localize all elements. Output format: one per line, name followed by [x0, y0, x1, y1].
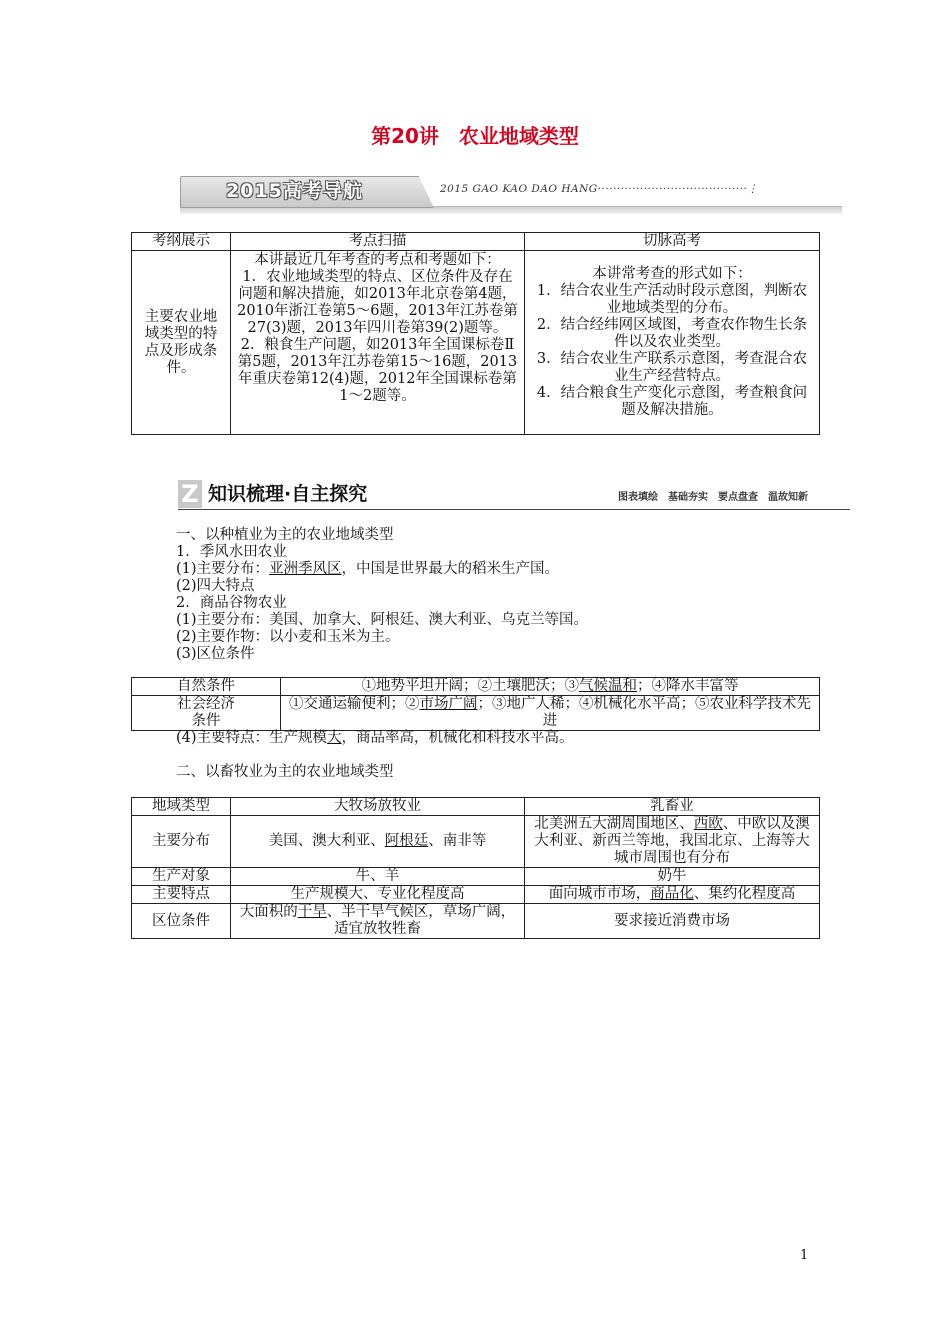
answer-blank: 大	[327, 730, 342, 746]
table-cell: 生产规模大、专业化程度高	[231, 886, 525, 904]
banner-label: 2015高考导航	[226, 180, 363, 202]
table-row	[132, 696, 820, 731]
page-number: 1	[800, 1248, 809, 1263]
text-line: (3)区位条件	[176, 646, 255, 662]
cell-line: 本讲常考查的形式如下：	[592, 266, 752, 282]
exam-guide-table	[131, 232, 820, 435]
answer-blank: 气候温和	[579, 678, 637, 694]
row-label: 区位条件	[132, 904, 231, 939]
section-title: 二、以畜牧业为主的农业地域类型	[176, 764, 394, 780]
table-header: 大牧场放牧业	[231, 798, 525, 816]
text: 面向城市市场，	[548, 886, 651, 902]
text: ①交通运输便利；②	[289, 696, 420, 712]
text-line: 1．季风水田农业	[176, 544, 287, 560]
knowledge-banner	[178, 478, 850, 512]
table-row	[132, 251, 820, 435]
table-header: 考纲展示	[132, 233, 231, 251]
text: ，商品率高，机械化和科技水平高。	[341, 730, 574, 746]
section-heading: 知识梳理·自主探究	[208, 483, 368, 505]
table-cell	[525, 886, 820, 904]
table-cell	[281, 678, 820, 696]
text: ，中国是世界最大的稻米生产国。	[341, 561, 560, 577]
text: ；③地广人稀；④机械化水平高；⑤农业科学技术先进	[477, 696, 811, 729]
banner-subtitle: 2015 GAO KAO DAO HANG·······································⋮	[440, 183, 759, 195]
table-cell: 要求接近消费市场	[525, 904, 820, 939]
table-row	[132, 233, 820, 251]
cell-line: 1．结合农业生产活动时段示意图，判断农业地域类型的分布。	[536, 283, 808, 316]
table-cell	[231, 816, 525, 868]
text: ；④降水丰富等	[637, 678, 739, 694]
answer-blank: 市场广阔	[419, 696, 478, 712]
table-cell: 奶牛	[525, 868, 820, 886]
cell-line: 1．农业地域类型的特点、区位条件及存在问题和解决措施，如2013年北京卷第4题，2010年浙江卷第5～6题，2013年江苏卷第27(3)题，2013年四川卷第39(2)题等。	[237, 269, 518, 336]
page-title: 第20讲 农业地域类型	[371, 124, 579, 148]
text: 、中欧以及澳大利亚、新西兰等地，我国北京、上海等大城市周围也有分布	[534, 816, 810, 866]
text-line: (2)主要作物：以小麦和玉米为主。	[176, 629, 400, 645]
text: (1)主要分布：	[176, 561, 270, 577]
answer-blank: 阿根廷	[384, 833, 429, 849]
answer-blank: 商品化	[650, 886, 694, 902]
exam-points-cell	[231, 251, 525, 435]
table-row	[132, 816, 820, 868]
livestock-table	[131, 797, 820, 939]
text-line: 2．商品谷物农业	[176, 595, 287, 611]
table-row	[132, 678, 820, 696]
section-title: 一、以种植业为主的农业地域类型	[176, 527, 394, 543]
table-row	[132, 886, 820, 904]
z-logo: Z	[178, 480, 202, 508]
answer-blank: 亚洲季风区	[269, 561, 342, 577]
exam-forms-cell	[525, 251, 820, 435]
text: 、集约化程度高	[693, 886, 796, 902]
text: 北美洲五大湖周围地区、	[534, 816, 694, 832]
row-label: 社会经济条件	[132, 696, 281, 731]
text: 、半干旱气候区，草场广阔，适宜放牧牲畜	[326, 904, 516, 937]
answer-blank: 干旱	[297, 904, 327, 920]
cell-line: 3．结合农业生产联系示意图，考查混合农业生产经营特点。	[536, 351, 808, 384]
location-conditions-table	[131, 677, 820, 731]
answer-blank: 西欧	[693, 816, 723, 832]
cell-line: 本讲最近几年考查的考点和考题如下：	[254, 252, 501, 268]
syllabus-cell: 主要农业地域类型的特点及形成条件。	[132, 251, 231, 435]
text: 美国、澳大利亚、	[268, 833, 385, 849]
table-cell	[231, 904, 525, 939]
table-row	[132, 904, 820, 939]
row-label: 主要特点	[132, 886, 231, 904]
text-line: (1)主要分布：美国、加拿大、阿根廷、澳大利亚、乌克兰等国。	[176, 612, 589, 628]
exam-guide-banner	[180, 172, 842, 218]
table-header: 考点扫描	[231, 233, 525, 251]
table-header: 乳畜业	[525, 798, 820, 816]
cell-line: 4．结合粮食生产变化示意图，考查粮食问题及解决措施。	[536, 385, 808, 418]
table-cell	[525, 816, 820, 868]
section-tags: 图表填绘 基础夯实 要点盘查 温故知新	[618, 492, 808, 503]
table-header: 地域类型	[132, 798, 231, 816]
text: (4)主要特点：生产规模	[176, 730, 328, 746]
table-row	[132, 868, 820, 886]
text-line: (2)四大特点	[176, 578, 255, 594]
table-row	[132, 798, 820, 816]
text-line	[176, 730, 574, 747]
banner-rule	[178, 509, 850, 510]
text: 大面积的	[239, 904, 298, 920]
row-label: 主要分布	[132, 816, 231, 868]
table-cell	[281, 696, 820, 731]
text: 、南非等	[428, 833, 487, 849]
table-header: 切脉高考	[525, 233, 820, 251]
cell-line: 2．结合经纬网区域图，考查农作物生长条件以及农业类型。	[536, 317, 808, 350]
table-cell: 牛、羊	[231, 868, 525, 886]
text: ①地势平坦开阔；②土壤肥沃；③	[361, 678, 579, 694]
row-label: 生产对象	[132, 868, 231, 886]
row-label: 自然条件	[132, 678, 281, 696]
cell-line: 2．粮食生产问题，如2013年全国课标卷Ⅱ第5题，2013年江苏卷第15～16题，2013年重庆卷第12(4)题，2012年全国课标卷第1～2题等。	[237, 337, 518, 404]
text-line	[176, 561, 559, 578]
